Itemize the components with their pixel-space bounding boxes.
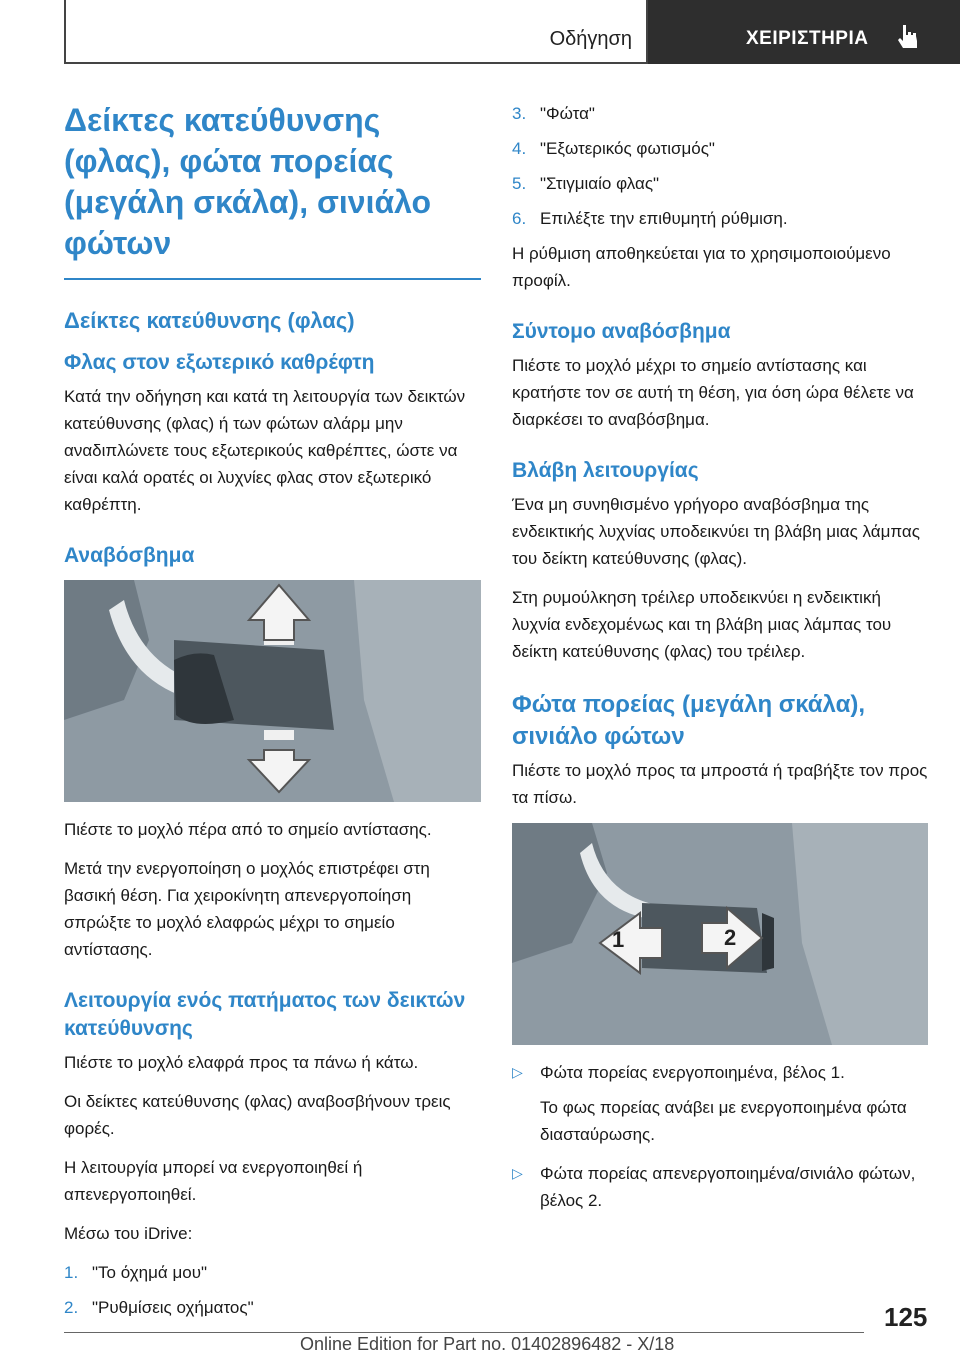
list-item [512, 100, 928, 127]
header-section-box [64, 0, 648, 64]
triangle-bullet-icon: ▷ [512, 1064, 523, 1080]
triangle-bullet-icon: ▷ [512, 1165, 523, 1181]
bullet-text: Φώτα πορείας ενεργοποιημένα, βέλος 1. [540, 1063, 845, 1082]
list-item [512, 205, 928, 232]
title-rule [64, 278, 481, 280]
list-number: 4. [512, 139, 527, 158]
stalk-up-down-illustration [64, 580, 481, 802]
paragraph-mirror-signals: Κατά την οδήγηση και κατά τη λειτουργία των δεικτών κατεύθυνσης (φλας) ή των φώτων αλάρμ μην αναδιπλώνετε τους εξωτερικούς καθρέπτες, ώστε να είναι καλά ορατές οι λυχνίες φλας στον εξωτερικό καθρέπτη. [64, 387, 466, 514]
paragraph-short-blink: Πιέστε το μοχλό μέχρι το σημείο αντίστασης και κρατήστε τον σε αυτή τη θέση, για όση ώρα θέλετε να διαρκέσει το αναβόσβημα. [512, 356, 914, 429]
hand-pointer-icon [892, 22, 922, 52]
stalk-forward-back-illustration [512, 823, 928, 1045]
paragraph-one-touch-2: Οι δείκτες κατεύθυνσης (φλας) αναβοσβήνουν τρεις φορές. [64, 1092, 451, 1138]
heading-blinking: Αναβόσβημα [64, 544, 195, 567]
list-number: 2. [64, 1298, 79, 1317]
paragraph-blink-2: Μετά την ενεργοποίηση ο μοχλός επιστρέφει στη βασική θέση. Για χειροκίνητη απενεργοποίηση σπρώξτε το μοχλό ελαφρώς μέχρι το σημείο αντίστασης. [64, 859, 430, 959]
list-number: 5. [512, 174, 527, 193]
list-item [512, 170, 928, 197]
heading-high-beam: Φώτα πορείας (μεγάλη σκάλα), σινιάλο φώτων [512, 691, 866, 750]
paragraph-high-beam: Πιέστε το μοχλό προς τα μπροστά ή τραβήξτε τον προς τα πίσω. [512, 761, 928, 807]
bullet-text: Φώτα πορείας απενεργοποιημένα/σινιάλο φώτων, βέλος 2. [540, 1164, 916, 1210]
list-number: 1. [64, 1263, 79, 1282]
bullet-subtext: Το φως πορείας ανάβει με ενεργοποιημένα φώτα διασταύρωσης. [540, 1098, 907, 1144]
list-item [64, 1259, 481, 1286]
footer-rule [64, 1332, 864, 1333]
list-text: "Το όχημά μου" [92, 1263, 208, 1282]
idrive-steps-list-a [64, 1259, 481, 1321]
heading-one-touch: Λειτουργία ενός πατήματος των δεικτών κατεύθυνσης [64, 989, 466, 1040]
page-title: Δείκτες κατεύθυνσης (φλας), φώτα πορείας (μεγάλη σκάλα), σινιάλο φώτων [64, 102, 432, 261]
list-item [64, 1294, 481, 1321]
header-section-title: Οδήγηση [549, 28, 632, 50]
list-text: "Φώτα" [540, 104, 595, 123]
list-number: 3. [512, 104, 527, 123]
list-text: "Ρυθμίσεις οχήματος" [92, 1298, 254, 1317]
header-chapter-title: ΧΕΙΡΙΣΤΗΡΙΑ [746, 28, 869, 49]
list-text: "Εξωτερικός φωτισμός" [540, 139, 715, 158]
bullet-item [512, 1059, 928, 1086]
header-chapter-tab [648, 0, 960, 64]
paragraph-one-touch-3: Η λειτουργία μπορεί να ενεργοποιηθεί ή απενεργοποιηθεί. [64, 1158, 363, 1204]
list-item [512, 135, 928, 162]
bullet-item [512, 1160, 928, 1214]
paragraph-malfunction-2: Στη ρυμούλκηση τρέιλερ υποδεικνύει η ενδεικτική λυχνία ενδεχομένως και τη βλάβη μιας λάμπας του δείκτη κατεύθυνσης (φλας) του τρέιλερ. [512, 588, 892, 661]
page-number: 125 [884, 1302, 928, 1332]
heading-malfunction: Βλάβη λειτουργίας [512, 459, 699, 482]
list-number: 6. [512, 209, 527, 228]
paragraph-blink-1: Πιέστε το μοχλό πέρα από το σημείο αντίστασης. [64, 820, 432, 839]
list-text: "Στιγμιαίο φλας" [540, 174, 660, 193]
arrow-label-2: 2 [724, 925, 737, 950]
heading-short-blink: Σύντομο αναβόσβημα [512, 320, 731, 343]
idrive-steps-list-b [512, 100, 928, 232]
heading-turn-signals: Δείκτες κατεύθυνσης (φλας) [64, 308, 355, 333]
paragraph-one-touch-4: Μέσω του iDrive: [64, 1224, 193, 1243]
list-text: Επιλέξτε την επιθυμητή ρύθμιση. [540, 209, 788, 228]
left-column [64, 100, 481, 1329]
paragraph-malfunction-1: Ένα μη συνηθισμένο γρήγορο αναβόσβημα της ενδεικτικής λυχνίας υποδεικνύει τη βλάβη μιας λάμπας του δείκτη κατεύθυνσης (φλας). [512, 495, 920, 568]
arrow-label-1: 1 [612, 927, 625, 952]
paragraph-saved-profile: Η ρύθμιση αποθηκεύεται για το χρησιμοποιούμενο προφίλ. [512, 244, 891, 290]
heading-mirror-signals: Φλας στον εξωτερικό καθρέφτη [64, 351, 375, 374]
paragraph-one-touch-1: Πιέστε το μοχλό ελαφρά προς τα πάνω ή κάτω. [64, 1053, 419, 1072]
right-column [512, 100, 928, 1222]
footer-edition: Online Edition for Part no. 01402896482 - X/18 [300, 1334, 675, 1354]
